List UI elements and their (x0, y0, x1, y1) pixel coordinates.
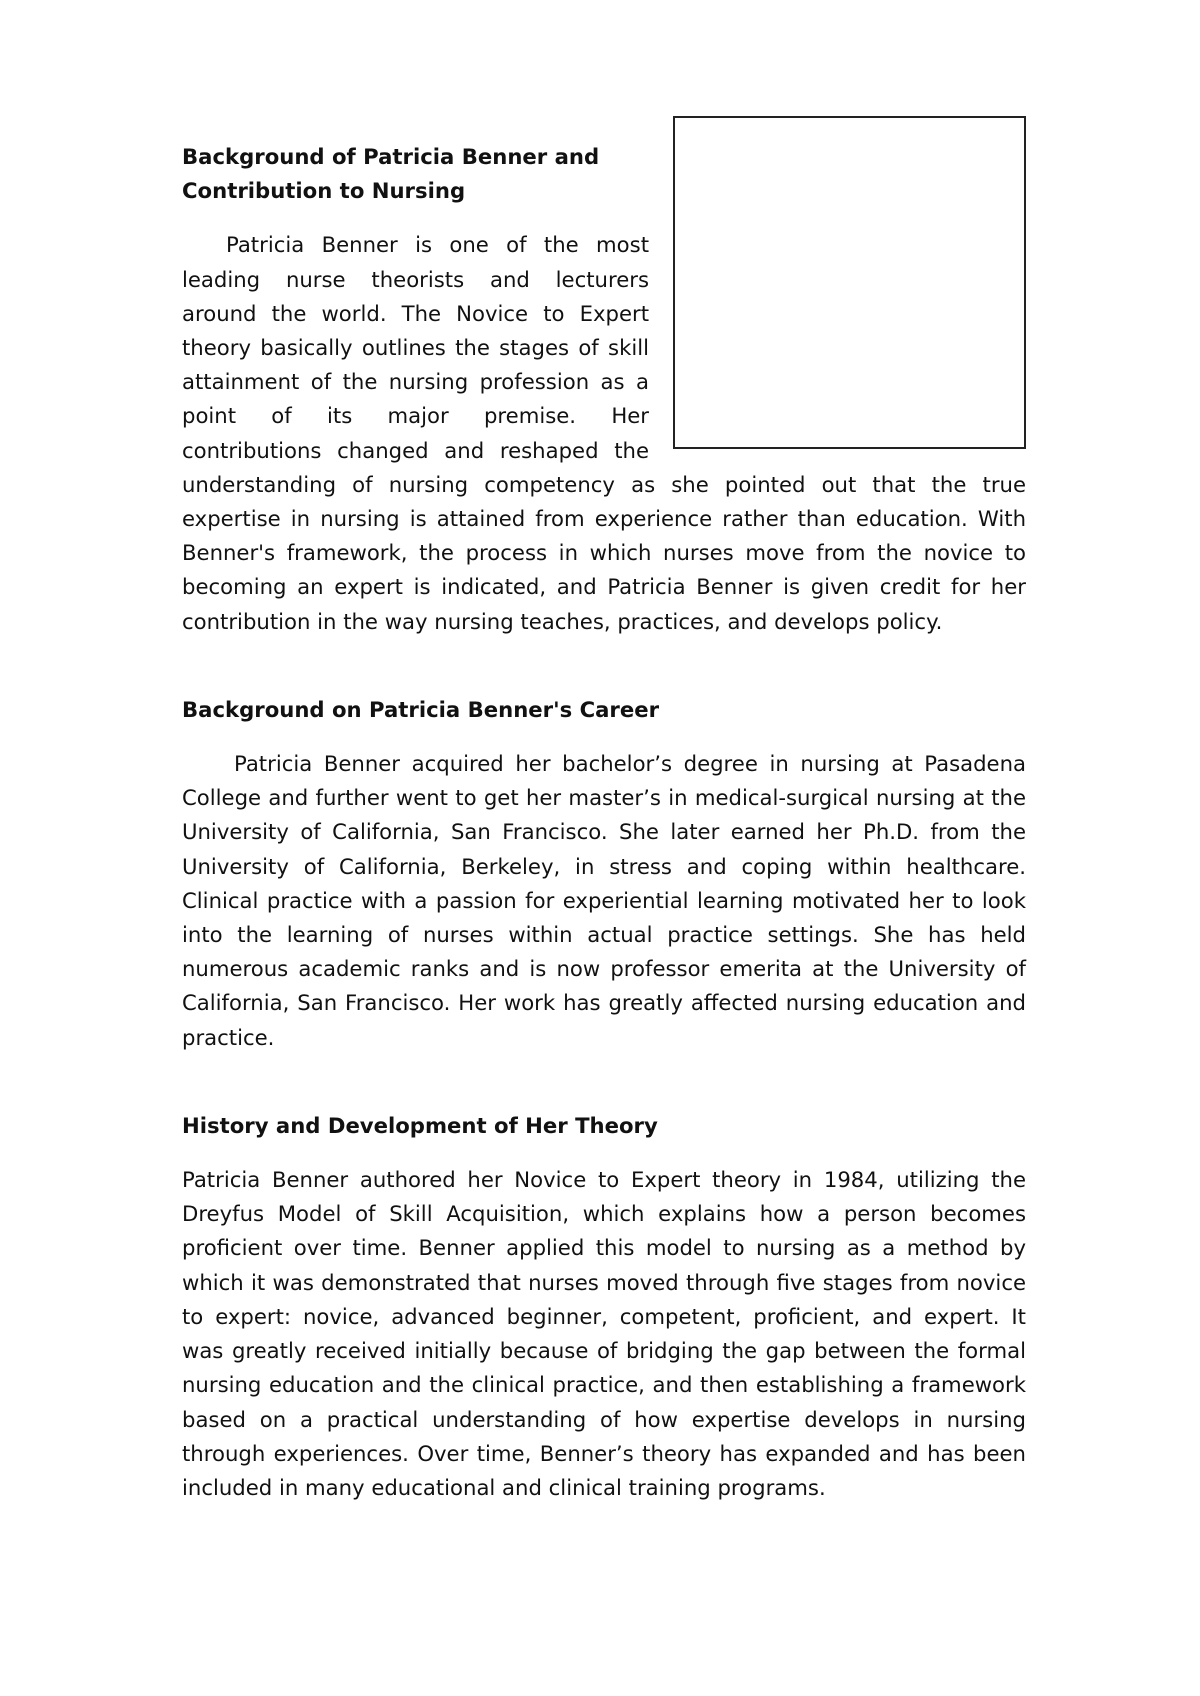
section-2 (182, 693, 1026, 1055)
section-3 (182, 1109, 1026, 1505)
section-1-title-line-2: Contribution to Nursing (182, 178, 466, 204)
image-placeholder-frame (673, 116, 1026, 449)
section-1-title-line-1: Background of Patricia Benner and (182, 144, 600, 169)
document-body (182, 140, 1026, 1505)
section-2-title: Background on Patricia Benner's Career (182, 696, 660, 722)
section-2-paragraph: Patricia Benner acquired her bachelor’s degree in nursing at Pasadena College and further went to get her master’s in medical-surgical nursing at the University of California, San Francisco. She later earned her Ph.D. from the University of California, Berkeley, in stress and coping within healthcare. Clinical practice with a passion for experiential learning motivated her to look into the learning of nurses within actual practice settings. She has held numerous academic ranks and is now professor emerita at the University of California, San Francisco. Her work has greatly affected nursing education and practice. (182, 751, 1026, 1050)
section-3-paragraph: Patricia Benner authored her Novice to Expert theory in 1984, utilizing the Dreyfus Model of Skill Acquisition, which explains how a person becomes proficient over time. Benner applied this model to nursing as a method by which it was demonstrated that nurses moved through five stages from novice to expert: novice, advanced beginner, competent, proficient, and expert. It was greatly received initially because of bridging the gap between the formal nursing education and the clinical practice, and then establishing a framework based on a practical understanding of how expertise develops in nursing through experiences. Over time, Benner’s theory has expanded and has been included in many educational and clinical training programs. (182, 1167, 1026, 1500)
section-3-title: History and Development of Her Theory (182, 1112, 658, 1138)
section-1-paragraph: Patricia Benner is one of the most leading nurse theorists and lecturers around the world. The Novice to Expert theory basically outlines the stages of skill attainment of the nursing profession as a point of its major premise. Her contributions changed and reshaped the understanding of nursing competency as she pointed out that the true expertise in nursing is attained from experience rather than education. With Benner's framework, the process in which nurses move from the novice to becoming an expert is indicated, and Patricia Benner is given credit for her contribution in the way nursing teaches, practices, and develops policy. (182, 232, 1026, 634)
